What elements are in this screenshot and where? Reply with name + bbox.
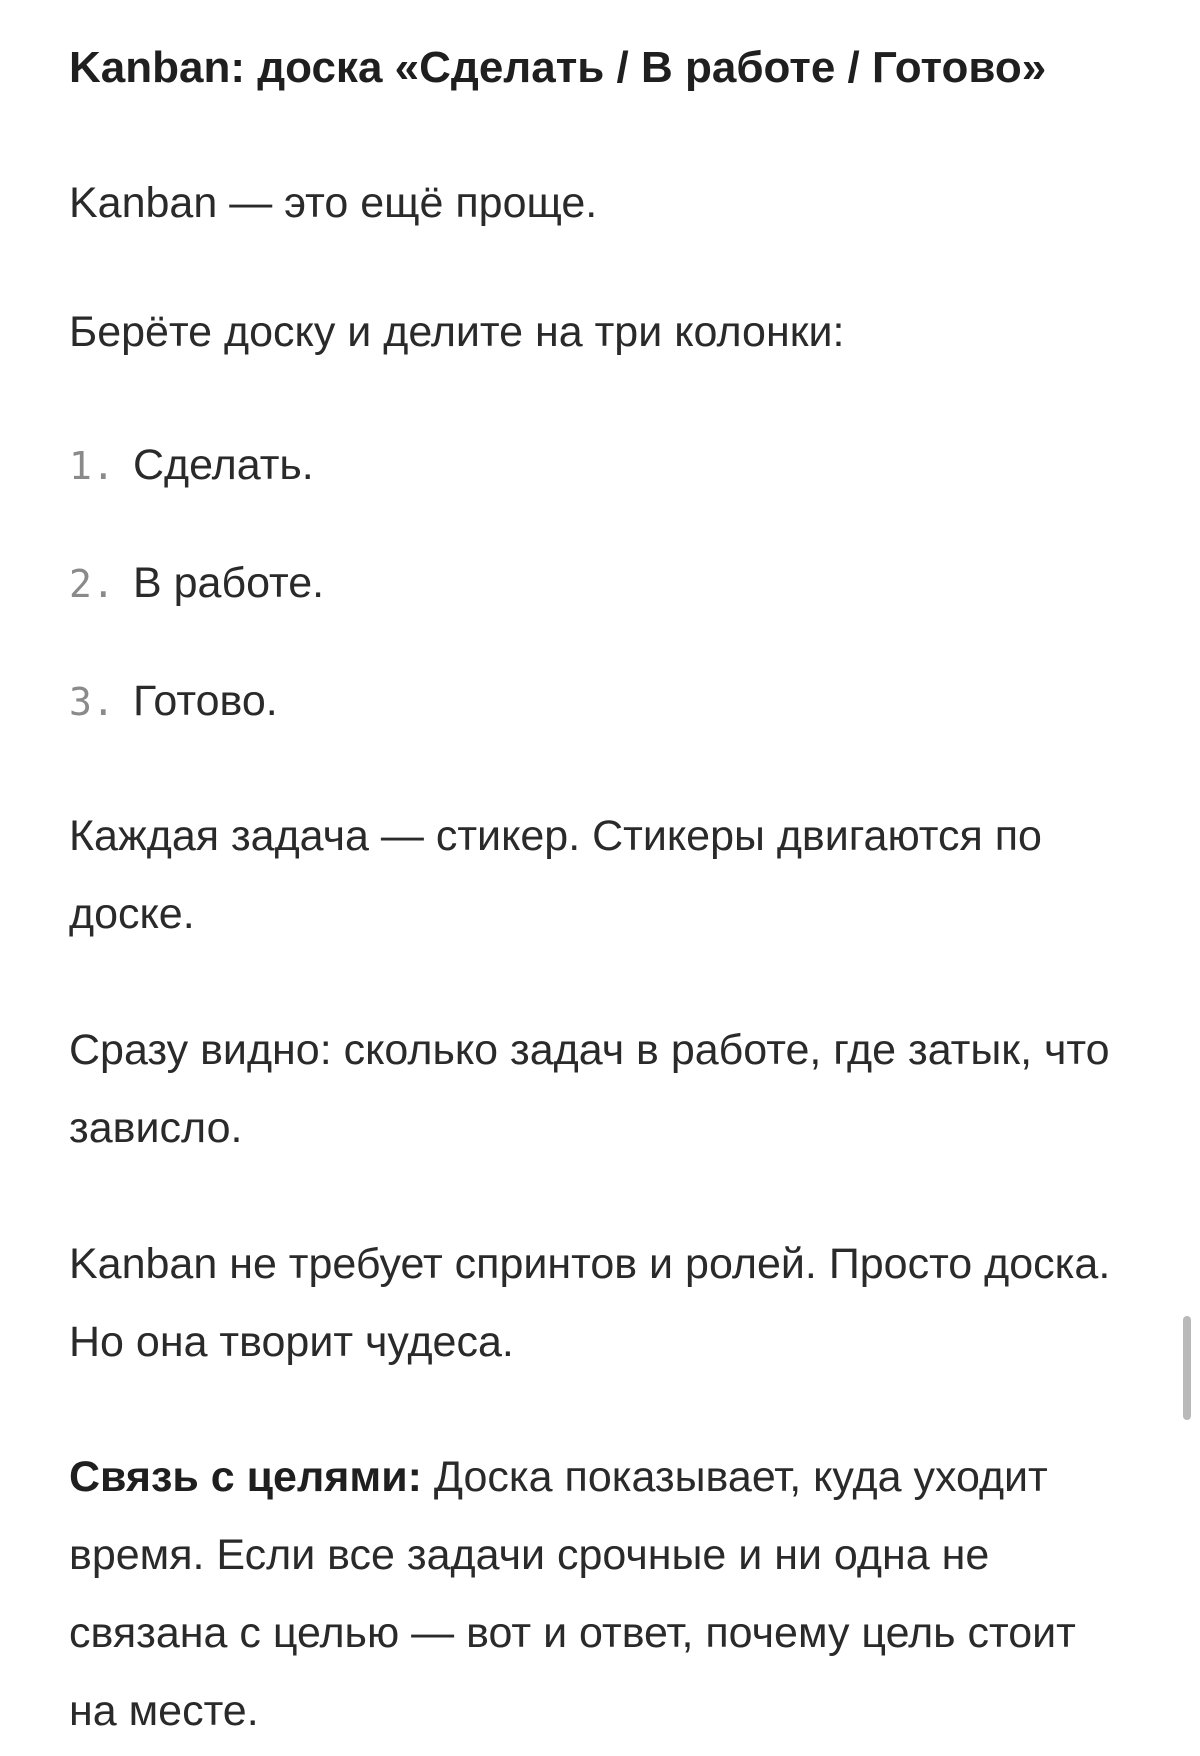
section-heading: Kanban: доска «Сделать / В работе / Готово» [69,43,1047,92]
goals-text: Доска показывает, куда уходит время. Если все задачи срочные и ни одна не связана с целью — вот и ответ, почему цель стоит на месте. [69,1453,1076,1735]
stickers-paragraph: Каждая задача — стикер. Стикеры двигаются по доске. [69,812,1042,938]
visibility-paragraph: Сразу видно: сколько задач в работе, где затык, что зависло. [69,1026,1110,1152]
list-number: 2. [69,562,115,606]
no-sprints-paragraph: Kanban не требует спринтов и ролей. Просто доска. Но она творит чудеса. [69,1240,1111,1366]
intro-paragraph: Kanban — это ещё проще. [69,179,598,227]
list-item [69,555,324,612]
list-item [69,437,314,494]
list-number: 1. [69,444,115,488]
scrollbar[interactable] [1183,1316,1191,1420]
list-text: Готово. [133,677,278,725]
list-item [69,673,278,730]
goals-lead: Связь с целями: [69,1453,422,1501]
list-number: 3. [69,680,115,724]
goals-paragraph [69,1438,1129,1750]
columns-intro-paragraph: Берёте доску и делите на три колонки: [69,308,845,356]
list-text: В работе. [133,559,325,607]
list-text: Сделать. [133,441,314,489]
